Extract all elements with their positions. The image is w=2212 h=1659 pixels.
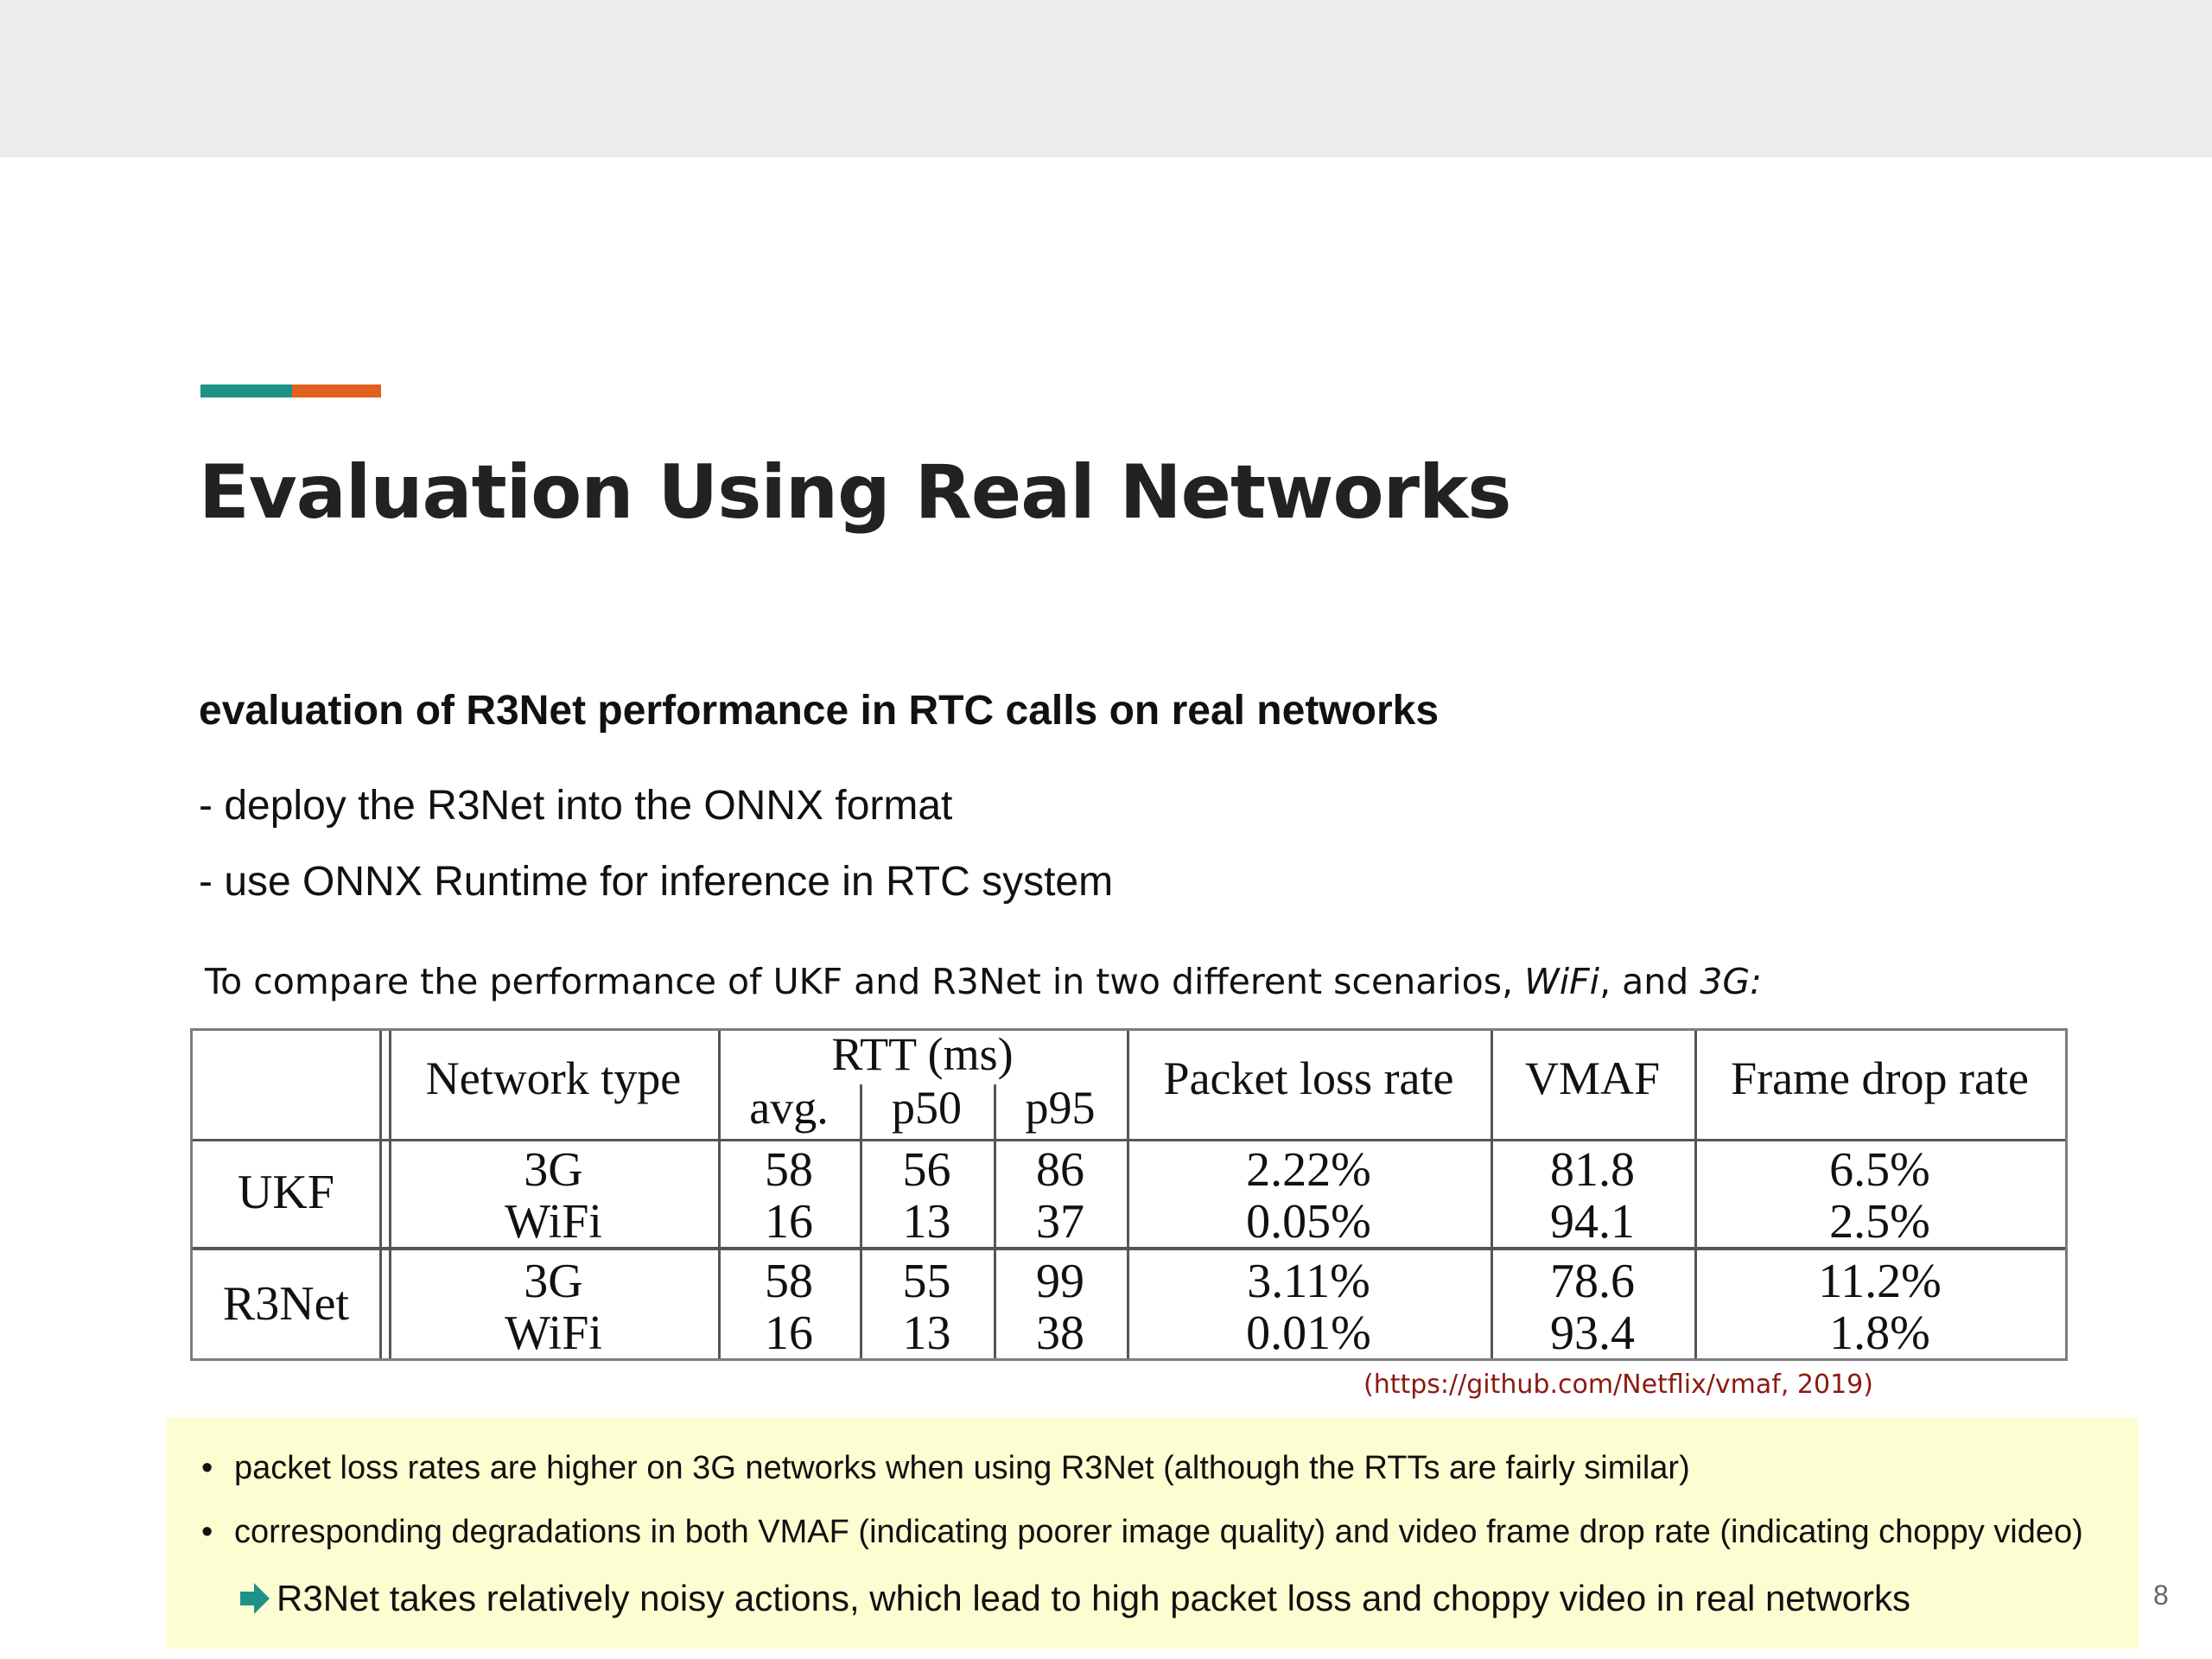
cell-rtt-p95: 99 xyxy=(1036,1255,1084,1308)
comparison-sentence xyxy=(205,961,1762,1002)
header-frame-drop: Frame drop rate xyxy=(1731,1052,2029,1104)
cell-frame-drop: 6.5% xyxy=(1829,1143,1930,1197)
cell-frame-drop: 11.2% xyxy=(1818,1255,1942,1308)
cell-packet-loss: 0.05% xyxy=(1246,1195,1371,1249)
finding-bullet xyxy=(201,1450,1690,1487)
cell-packet-loss: 2.22% xyxy=(1246,1143,1371,1197)
cell-packet-loss: 0.01% xyxy=(1246,1306,1371,1360)
cell-rtt-avg: 16 xyxy=(765,1306,813,1360)
point-onnx-runtime: - use ONNX Runtime for inference in RTC system xyxy=(199,859,1114,905)
conclusion xyxy=(240,1578,1910,1619)
comparison-mid: , and xyxy=(1599,961,1700,1002)
bullet-dot: • xyxy=(201,1450,213,1486)
cell-network: 3G xyxy=(524,1143,583,1197)
comparison-lead: To compare the performance of UKF and R3Net in two different scenarios, xyxy=(205,961,1525,1002)
header-rtt: RTT (ms) xyxy=(831,1028,1014,1080)
cell-rtt-p50: 13 xyxy=(902,1306,951,1360)
cell-rtt-avg: 58 xyxy=(765,1255,813,1308)
conclusion-text: R3Net takes relatively noisy actions, which lead to high packet loss and choppy video in real networks xyxy=(276,1578,1911,1618)
table-rule-label-1 xyxy=(379,1031,382,1358)
cell-vmaf: 81.8 xyxy=(1550,1143,1635,1197)
bullet-dot: • xyxy=(201,1514,213,1550)
right-arrow-icon xyxy=(240,1581,271,1616)
cell-vmaf: 93.4 xyxy=(1550,1306,1635,1360)
comparison-3g: 3G: xyxy=(1700,961,1762,1002)
cell-packet-loss: 3.11% xyxy=(1247,1255,1370,1308)
cell-rtt-p95: 86 xyxy=(1036,1143,1084,1197)
cell-network: WiFi xyxy=(505,1195,602,1249)
cell-network: WiFi xyxy=(505,1306,602,1360)
finding-text: packet loss rates are higher on 3G networks when using R3Net (although the RTTs are fairly similar) xyxy=(234,1450,1690,1486)
cell-rtt-avg: 58 xyxy=(765,1143,813,1197)
slide-subtitle: evaluation of R3Net performance in RTC calls on real networks xyxy=(199,688,1440,734)
cell-vmaf: 78.6 xyxy=(1550,1255,1635,1308)
header-rtt-p50: p50 xyxy=(892,1082,962,1134)
header-vmaf: VMAF xyxy=(1524,1052,1661,1104)
cell-network: 3G xyxy=(524,1255,583,1308)
slide-title: Evaluation Using Real Networks xyxy=(199,449,1511,536)
accent-bar-teal xyxy=(200,385,292,397)
findings-callout xyxy=(167,1417,2139,1649)
row-group-label: R3Net xyxy=(222,1277,350,1331)
results-table xyxy=(190,1028,2068,1361)
cell-frame-drop: 2.5% xyxy=(1829,1195,1930,1249)
comparison-wifi: WiFi xyxy=(1524,961,1600,1002)
cell-rtt-p95: 37 xyxy=(1036,1195,1084,1249)
cell-vmaf: 94.1 xyxy=(1550,1195,1635,1249)
header-network-type: Network type xyxy=(425,1052,682,1104)
finding-text: corresponding degradations in both VMAF (indicating poorer image quality) and video frame drop rate (indicating choppy video) xyxy=(234,1514,2083,1550)
header-rtt-avg: avg. xyxy=(749,1082,829,1134)
accent-bar-orange xyxy=(292,385,381,397)
source-citation: (https://github.com/Netflix/vmaf, 2019) xyxy=(1363,1370,1873,1400)
cell-rtt-avg: 16 xyxy=(765,1195,813,1249)
header-rtt-p95: p95 xyxy=(1025,1082,1096,1134)
cell-rtt-p50: 55 xyxy=(902,1255,951,1308)
cell-rtt-p95: 38 xyxy=(1036,1306,1084,1360)
cell-frame-drop: 1.8% xyxy=(1829,1306,1930,1360)
point-deploy-onnx: - deploy the R3Net into the ONNX format xyxy=(199,783,953,829)
cell-rtt-p50: 56 xyxy=(902,1143,951,1197)
page-number: 8 xyxy=(2153,1580,2169,1611)
row-group-label: UKF xyxy=(237,1166,335,1219)
finding-bullet xyxy=(201,1514,2083,1551)
header-packet-loss: Packet loss rate xyxy=(1163,1052,1454,1104)
top-banner xyxy=(0,0,2212,157)
cell-rtt-p50: 13 xyxy=(902,1195,951,1249)
